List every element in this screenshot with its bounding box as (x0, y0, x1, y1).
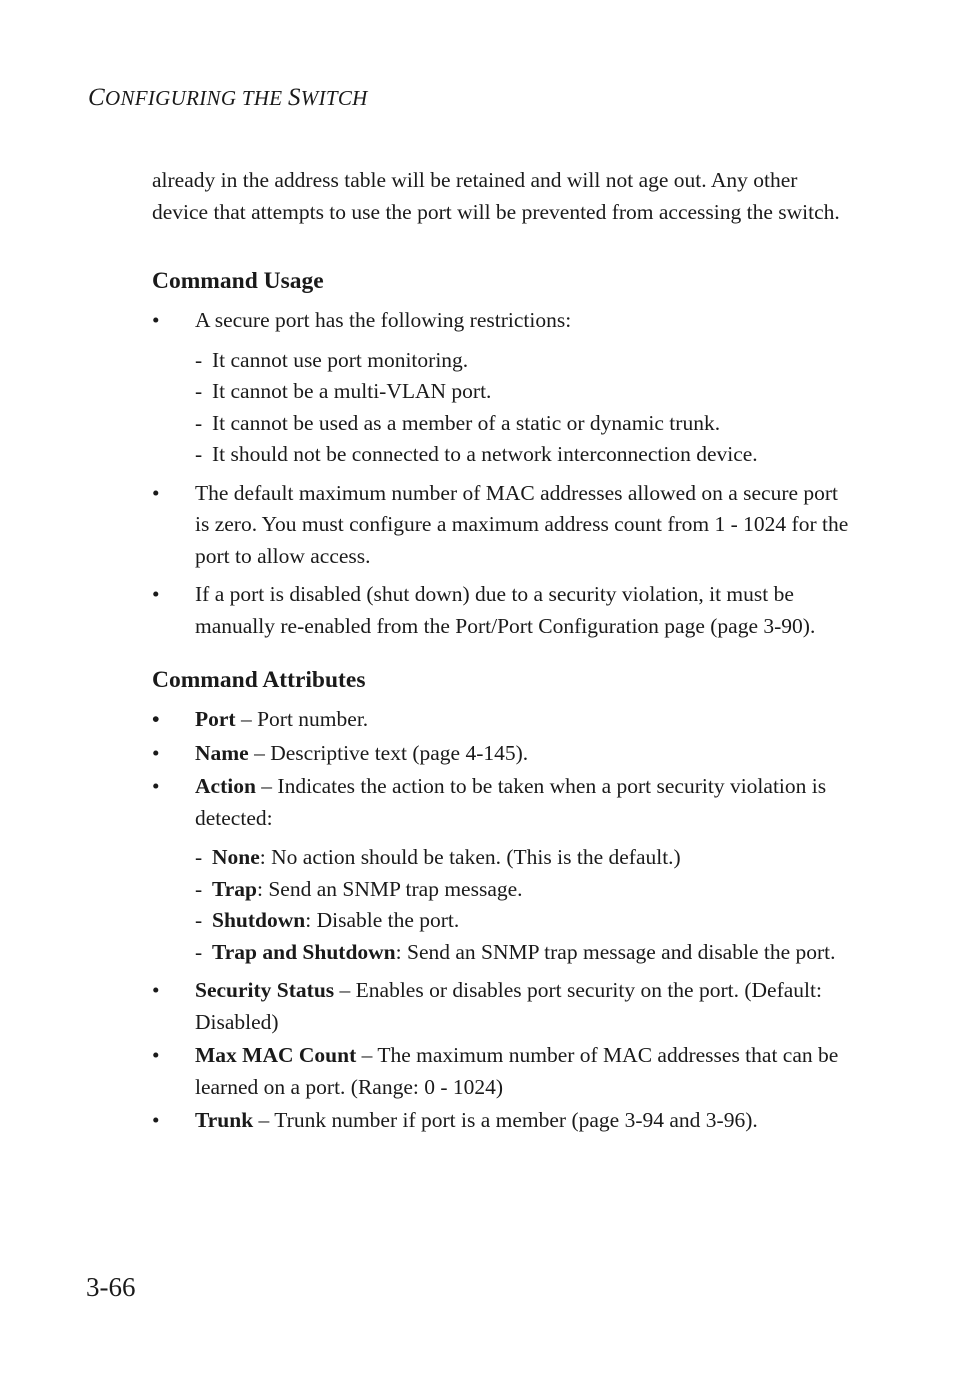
bullet-text: If a port is disabled (shut down) due to a security violation, it must be manually re-enabled from the Port/Port Configuration page (page 3-90). (195, 582, 816, 638)
list-item (152, 478, 852, 573)
command-usage-heading: Command Usage (152, 268, 324, 294)
dash-icon: - (195, 379, 203, 403)
list-item: - It should not be connected to a network interconnection device. (195, 439, 852, 471)
dash-icon: - (195, 845, 203, 869)
command-attributes-heading: Command Attributes (152, 667, 366, 693)
bullet-icon: • (152, 774, 160, 798)
bullet-icon: • (152, 480, 160, 505)
command-usage-list (152, 305, 852, 642)
bullet-icon: • (152, 1108, 160, 1132)
dash-icon: - (195, 442, 203, 466)
list-item (152, 305, 852, 471)
restrictions-list (195, 345, 852, 471)
dash-icon: - (195, 347, 203, 372)
list-item: - Trap: Send an SNMP trap message. (195, 874, 852, 906)
list-item: - It cannot be used as a member of a static or dynamic trunk. (195, 408, 852, 440)
command-attributes-list (152, 704, 852, 1137)
attribute-action: • Action – Indicates the action to be taken when a port security violation is detected: - None: No action should be taken. (This is the default.) - Trap: Send an SNMP trap message. - Shutdown: Disable the port. - Trap and Shutdown: Send an SNMP trap message and disable the port. (152, 771, 852, 968)
dash-icon: - (195, 939, 203, 964)
list-item (152, 579, 852, 642)
bullet-text: The default maximum number of MAC addresses allowed on a secure port is zero. You must configure a maximum address count from 1 - 1024 for the port to allow access. (195, 480, 849, 568)
list-item: - It cannot use port monitoring. (195, 345, 852, 377)
attribute-name: • Name – Descriptive text (page 4-145). (152, 738, 852, 770)
bullet-icon: • (152, 707, 160, 731)
bullet-text: A secure port has the following restrictions: (195, 308, 572, 332)
attribute-port: • Port – Port number. (152, 704, 852, 736)
page-number: 3-66 (86, 1272, 136, 1302)
bullet-icon: • (152, 582, 160, 606)
list-item: - It cannot be a multi-VLAN port. (195, 376, 852, 408)
dash-icon: - (195, 908, 203, 932)
bullet-icon: • (152, 740, 160, 765)
attribute-trunk: • Trunk – Trunk number if port is a member (page 3-94 and 3-96). (152, 1105, 852, 1137)
running-header: CONFIGURING THE SWITCH (88, 84, 368, 111)
bullet-icon: • (152, 1043, 160, 1067)
list-item: - Trap and Shutdown: Send an SNMP trap message and disable the port. (195, 937, 852, 969)
list-item: - None: No action should be taken. (This is the default.) (195, 842, 852, 874)
list-item: - Shutdown: Disable the port. (195, 905, 852, 937)
actions-list (195, 842, 852, 968)
attribute-max-mac-count: • Max MAC Count – The maximum number of MAC addresses that can be learned on a port. (Range: 0 - 1024) (152, 1040, 852, 1103)
bullet-icon: • (152, 978, 160, 1002)
attribute-security-status: • Security Status – Enables or disables port security on the port. (Default: Disabled) (152, 975, 852, 1038)
page-content (152, 165, 852, 1137)
bullet-icon: • (152, 308, 160, 332)
intro-paragraph: already in the address table will be retained and will not age out. Any other device that attempts to use the port will be prevented from accessing the switch. (152, 168, 840, 224)
dash-icon: - (195, 876, 203, 901)
dash-icon: - (195, 410, 203, 435)
